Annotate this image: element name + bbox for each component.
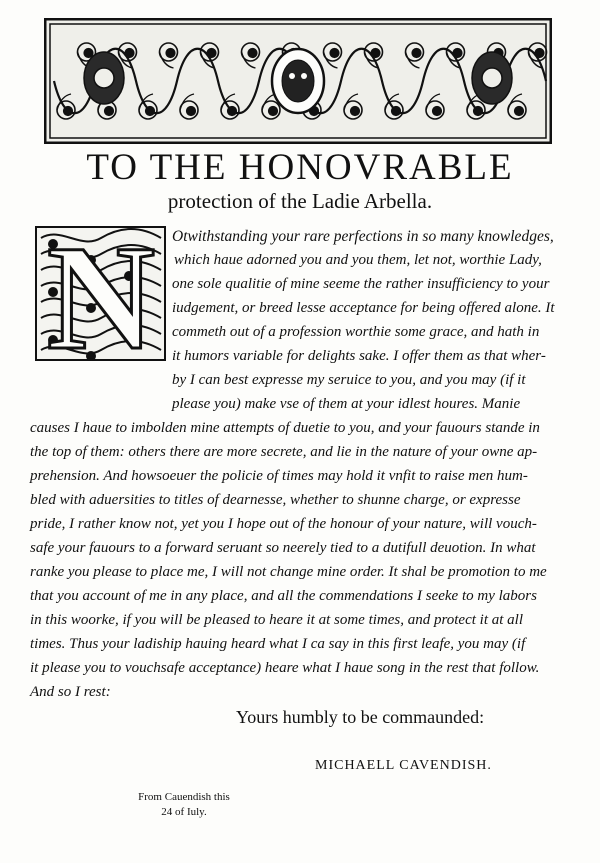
- body-line: the top of them: others there are more secrete, and lie in the nature of your owne ap-: [30, 444, 538, 460]
- body-line: commeth out of a profession worthie some grace, and hath in: [172, 324, 540, 340]
- initial-letter: N: [46, 226, 156, 361]
- body-line: that you account of me in any place, and all the commendations I seeke to my labors: [30, 588, 537, 604]
- body-line: pride, I rather know not, yet you I hope out of the honour of your nature, will vouch-: [30, 516, 537, 532]
- body-line: And so I rest:: [30, 684, 111, 700]
- body-line: causes I haue to imbolden mine attempts of duetie to you, and your fauours stande in: [30, 420, 540, 436]
- body-line: ranke you please to place me, I will not change mine order. It shal be promotion to me: [30, 564, 547, 580]
- body-line: which haue adorned you and you them, let not, worthie Lady,: [174, 252, 542, 268]
- dateline-place: From Cauendish this: [138, 791, 230, 803]
- page-subtitle: protection of the Ladie Arbella.: [167, 189, 433, 213]
- dateline-date: 24 of Iuly.: [161, 806, 207, 818]
- body-line: bled with aduersities to titles of dearnesse, whether to shunne charge, or expresse: [30, 492, 521, 508]
- body-line: in this woorke, if you will be pleased to heare it at some times, and protect it at all: [30, 612, 524, 628]
- body-line: Otwithstanding your rare perfections in so many knowledges,: [172, 228, 554, 245]
- body-line: by I can best expresse my seruice to you, and you may (if it: [172, 372, 526, 388]
- signature: MICHAELL CAVENDISH.: [315, 758, 492, 773]
- body-line: iudgement, or breed lesse acceptance for being offered alone. It: [172, 300, 555, 316]
- closing-line: Yours humbly to be commaunded:: [236, 707, 485, 727]
- body-line: one sole qualitie of mine seeme the rather insufficiency to your: [172, 276, 550, 292]
- body-line: it please you to vouchsafe acceptance) heare what I haue song in the rest that follow.: [30, 660, 540, 676]
- page-title: TO THE HONOVRABLE: [86, 147, 514, 188]
- body-line: it humors variable for delights sake. I offer them as that wher-: [172, 348, 546, 364]
- body-line: safe your fauours to a forward seruant so neerely tied to a dutifull deuotion. In what: [30, 540, 536, 556]
- dateline: [124, 790, 244, 820]
- body-line: times. Thus your ladiship hauing heard what I ca say in this first leafe, you may (if: [30, 636, 526, 652]
- body-line: please you) make vse of them at your idlest houres. Manie: [172, 396, 521, 412]
- body-line: prehension. And howsoeuer the policie of times may hold it vnfit to raise men hum-: [30, 468, 528, 484]
